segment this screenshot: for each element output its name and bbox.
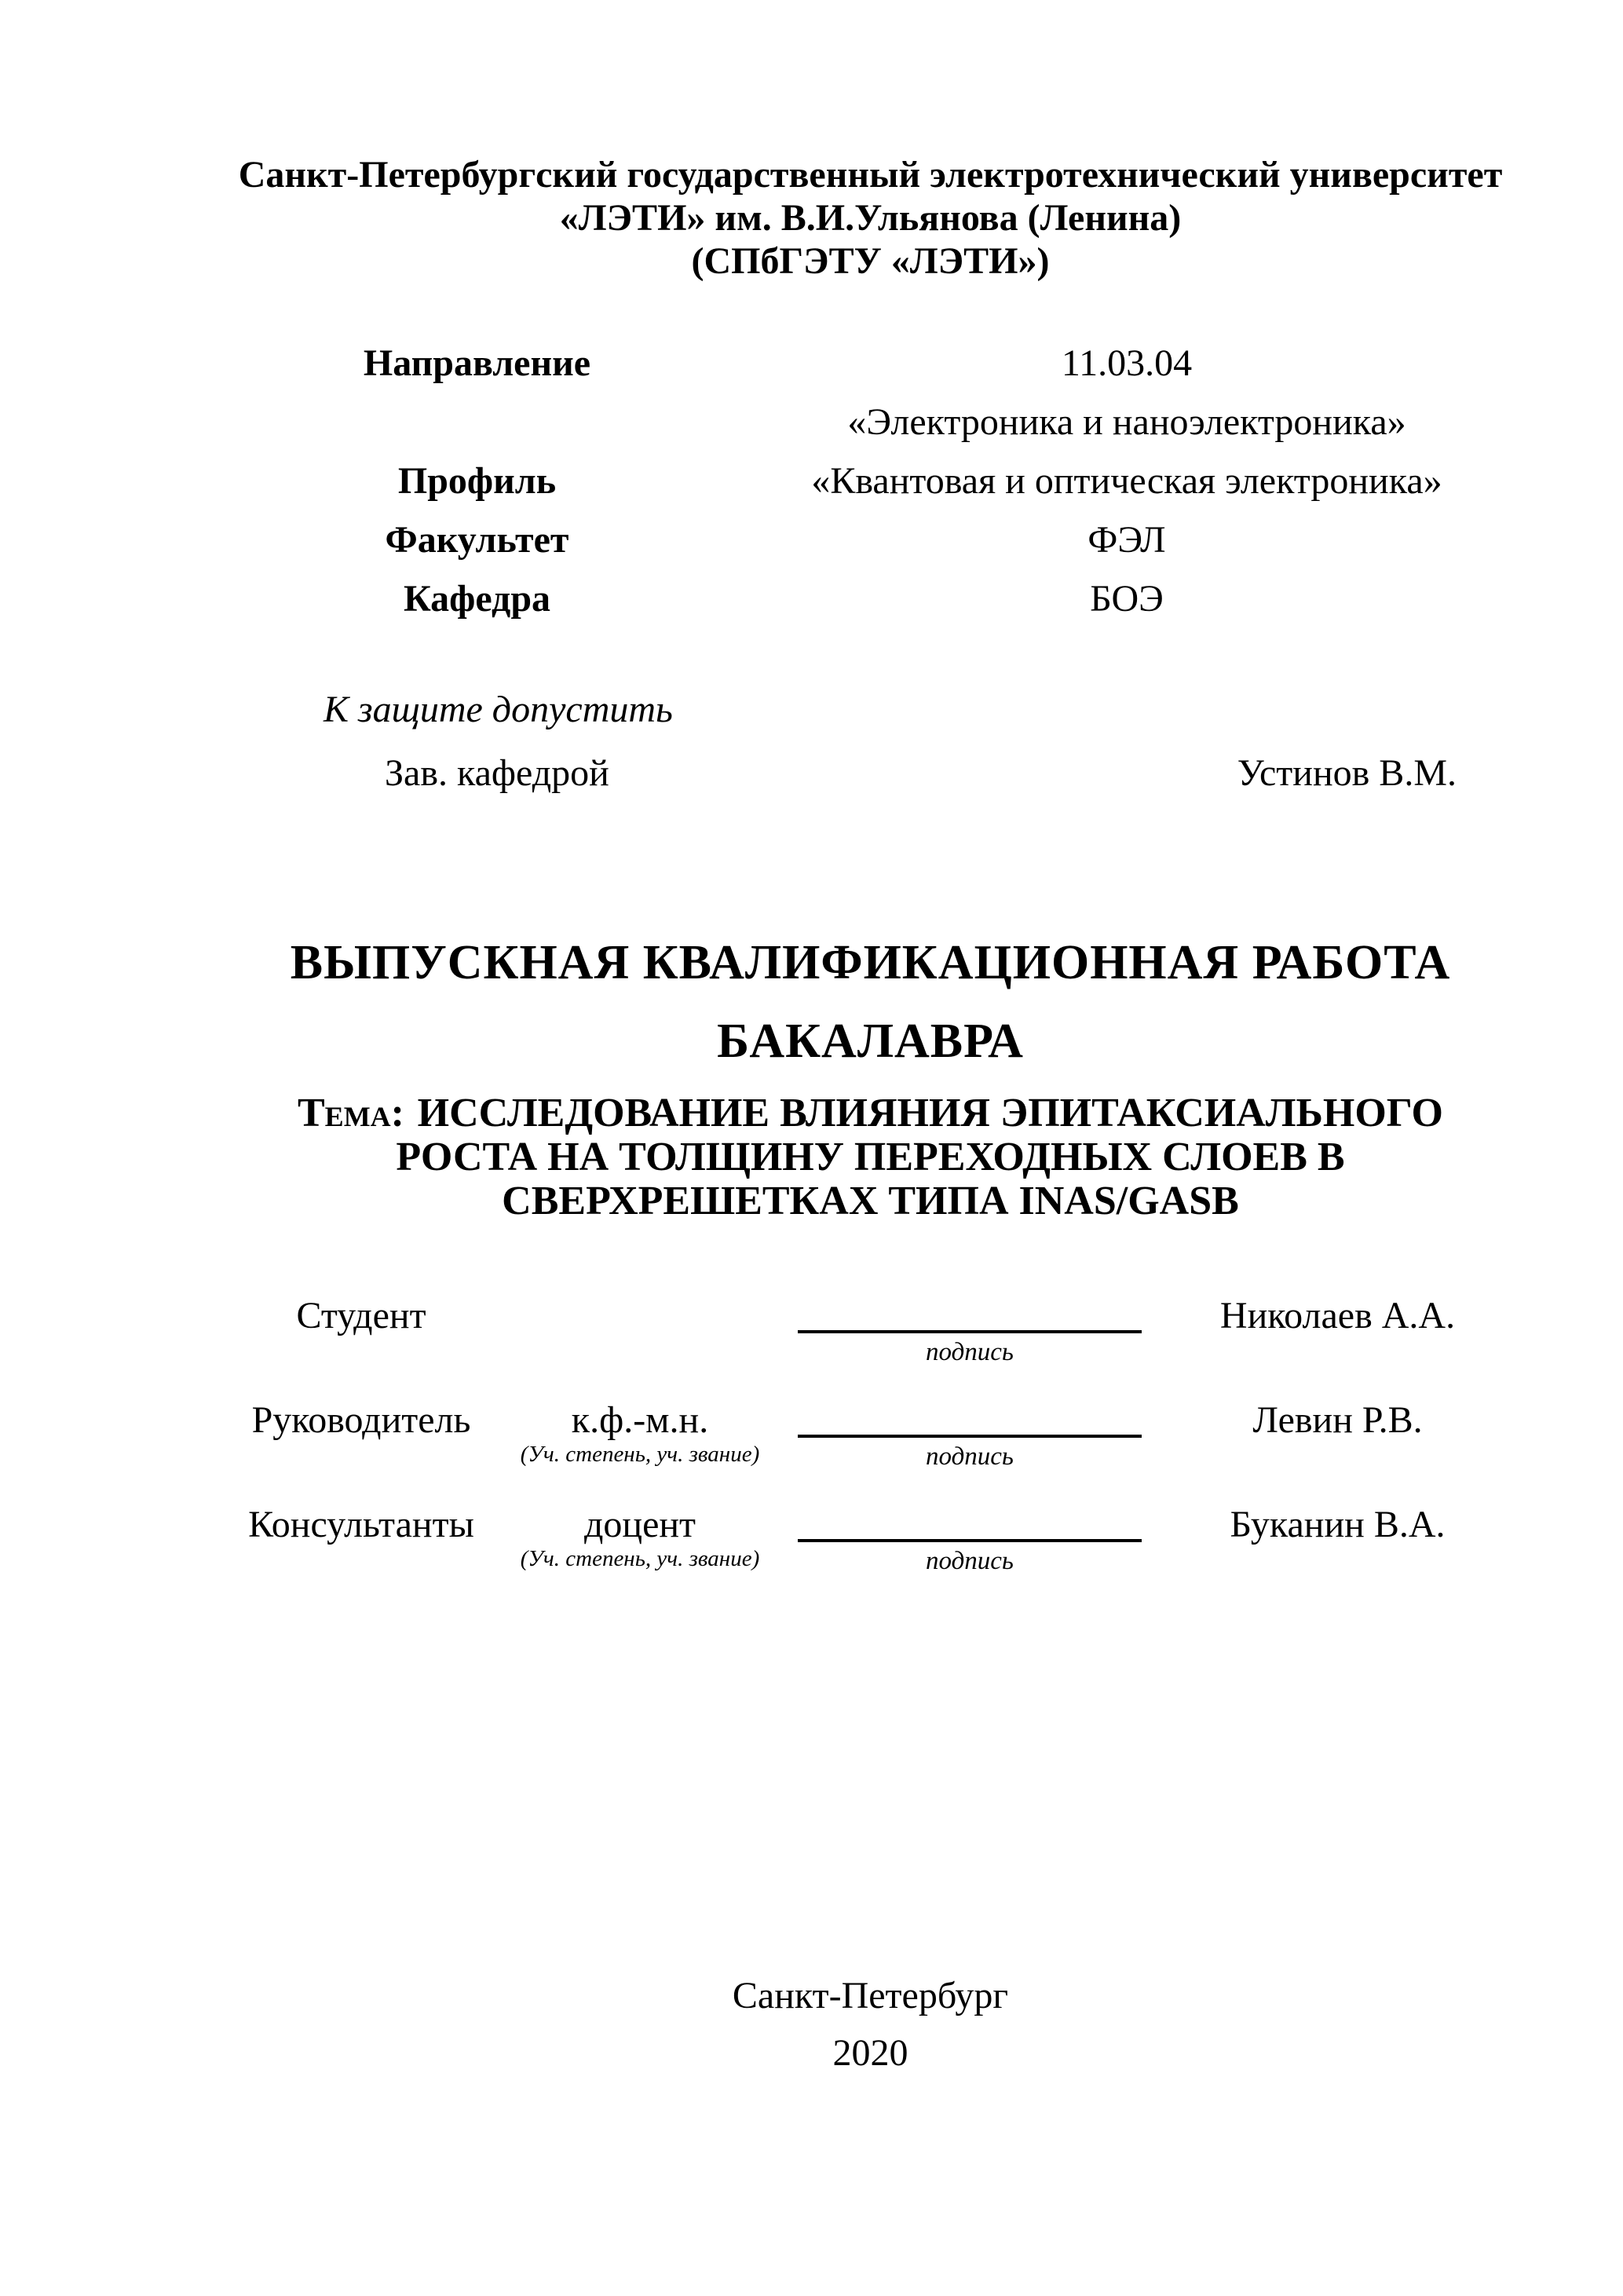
program-label-direction: Направление [363,342,591,384]
role-label: Студент [296,1295,426,1336]
program-value-faculty: ФЭЛ [1087,519,1166,561]
theme-label: Тема: [298,1091,404,1135]
signature-caption: подпись [926,1547,1014,1575]
signature-row-supervisor [236,1400,1505,1504]
thesis-theme [236,1091,1505,1223]
signature-caption: подпись [926,1442,1014,1471]
program-value-direction-code: 11.03.04 [1061,342,1193,384]
footer [236,1974,1505,2075]
thesis-title-line1: ВЫПУСКНАЯ КВАЛИФИКАЦИОННАЯ РАБОТА [290,936,1451,989]
department-head-label: Зав. кафедрой [385,752,609,794]
program-value-direction-name: «Электроника и наноэлектроника» [847,401,1406,443]
footer-year: 2020 [832,2032,908,2074]
signature-row-student [236,1296,1505,1400]
university-abbreviation: (СПбГЭТУ «ЛЭТИ») [691,240,1050,282]
signature-table [236,1296,1505,1609]
program-label-profile: Профиль [397,460,557,502]
degree-note: (Уч. степень, уч. звание) [520,1546,760,1571]
degree-cell [487,1296,793,1400]
signature-cell [793,1504,1146,1609]
university-name-line2: «ЛЭТИ» им. В.И.Ульянова (Ленина) [559,197,1182,239]
degree-cell [487,1400,793,1504]
thesis-title [236,923,1505,1080]
degree-value: доцент [583,1504,696,1545]
signature-cell [793,1400,1146,1504]
university-header [236,153,1505,283]
signature-line [798,1400,1142,1438]
signature-line [798,1504,1142,1542]
role-label: Руководитель [251,1399,471,1441]
program-table [236,334,1505,628]
signature-caption: подпись [926,1338,1014,1366]
program-label-department: Кафедра [403,578,551,620]
department-head-row [236,751,1505,795]
theme-text: ИССЛЕДОВАНИЕ ВЛИЯНИЯ ЭПИТАКСИАЛЬНОГО РОСТА НА ТОЛЩИНУ ПЕРЕХОДНЫХ СЛОЕВ В СВЕРХРЕШЕТКАХ ТИПА INAS/GASB [396,1091,1443,1223]
signer-name: Николаев А.А. [1219,1295,1456,1336]
signature-cell [793,1296,1146,1400]
signature-row-consultant [236,1504,1505,1609]
signature-line [798,1296,1142,1333]
footer-city: Санкт-Петербург [732,1975,1009,2016]
department-head-name: Устинов В.М. [1237,752,1457,794]
program-value-profile: «Квантовая и оптическая электроника» [811,460,1442,502]
thesis-title-line2: БАКАЛАВРА [717,1015,1024,1068]
program-label-faculty: Факультет [385,519,569,561]
degree-value: к.ф.-м.н. [571,1399,709,1441]
degree-note: (Уч. степень, уч. звание) [520,1442,760,1467]
program-value-department: БОЭ [1090,578,1164,620]
admission-block [236,688,1505,795]
degree-cell [487,1504,793,1609]
university-name-line1: Санкт-Петербургский государственный электротехнический университет [238,154,1503,196]
program-label-empty [236,393,718,452]
signer-name: Левин Р.В. [1252,1399,1423,1441]
admission-permit-line: К защите допустить [324,689,673,730]
signer-name: Буканин В.А. [1230,1504,1446,1545]
role-label: Консультанты [248,1504,474,1545]
